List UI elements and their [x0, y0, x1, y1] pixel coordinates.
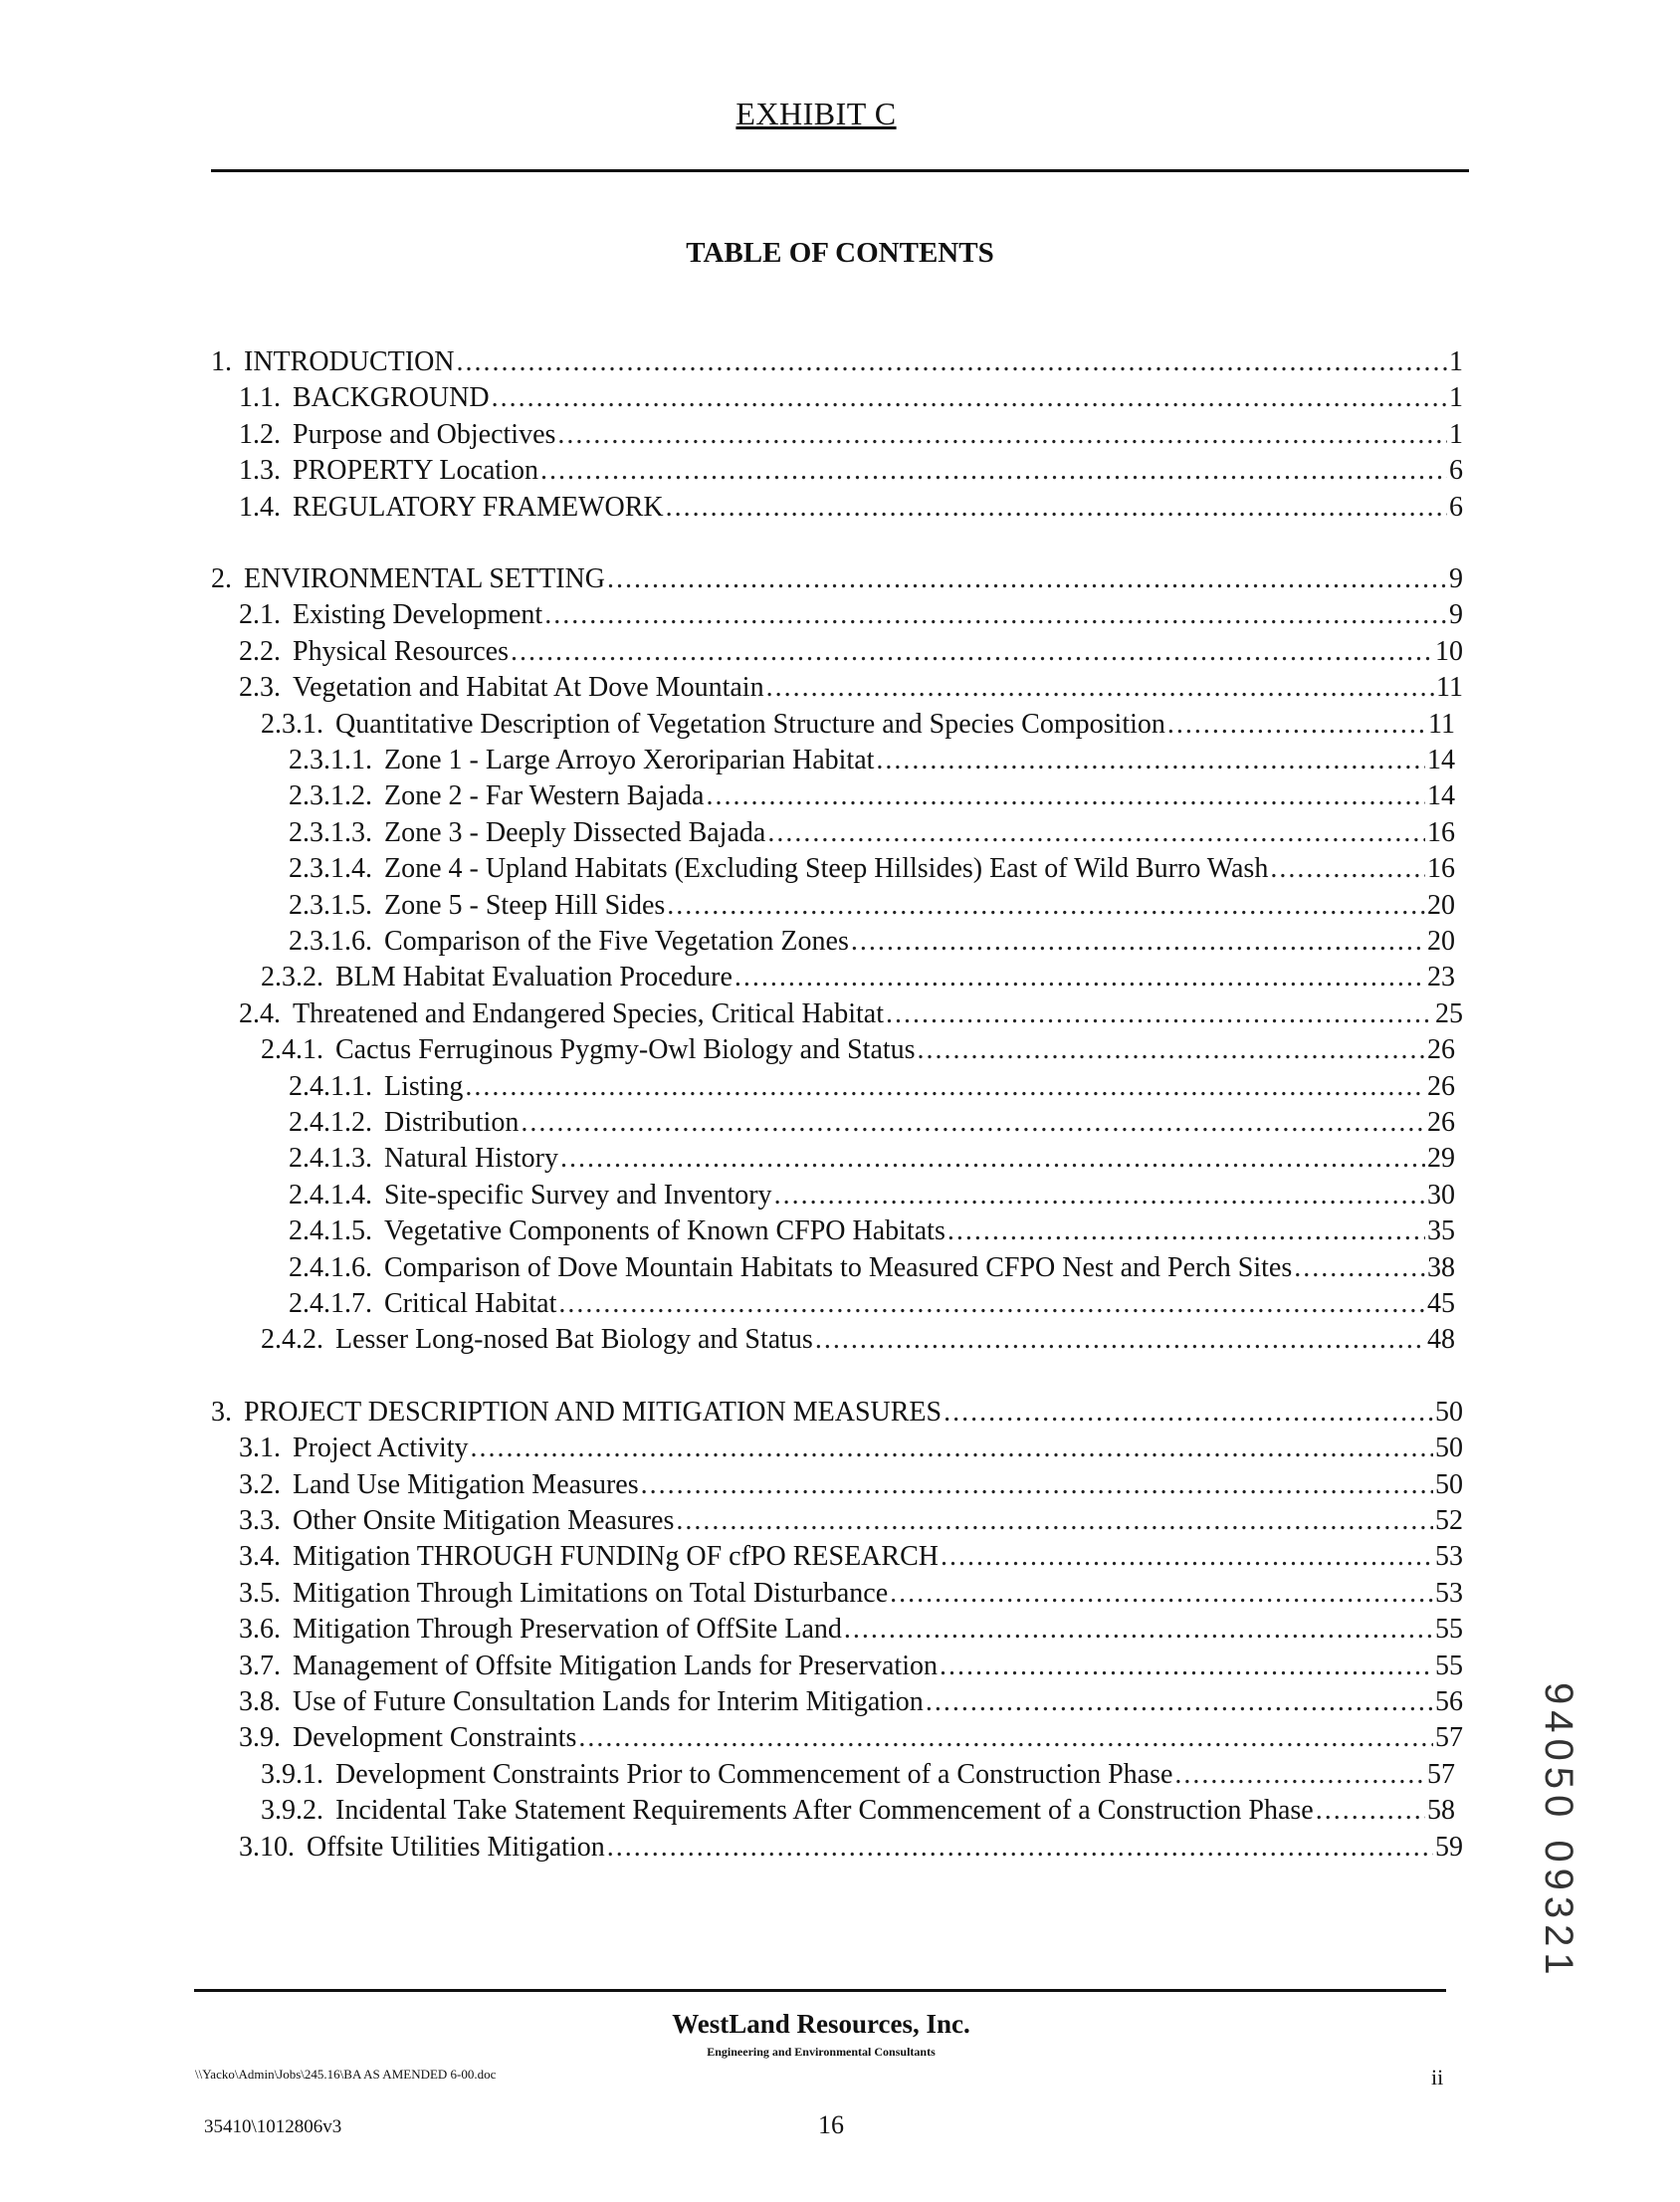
toc-entry-number: 2.4.	[239, 997, 281, 1029]
toc-entry	[239, 996, 1463, 1032]
toc-entry	[261, 1322, 1455, 1358]
toc-entry	[239, 453, 1463, 489]
toc-dot-leader	[641, 1467, 1433, 1503]
toc-entry-number: 3.1.	[239, 1432, 281, 1464]
toc-dot-leader	[886, 996, 1433, 1032]
toc-entry-title: Purpose and Objectives	[293, 418, 556, 450]
toc-entry-page: 26	[1427, 1070, 1455, 1102]
toc-entry-number: 2.4.2.	[261, 1324, 323, 1356]
toc-entry-title: Mitigation Through Preservation of OffSite Land	[293, 1614, 842, 1646]
toc-entry-number: 3.4.	[239, 1541, 281, 1573]
toc-entry	[211, 1395, 1463, 1431]
toc-entry-page: 53	[1435, 1541, 1463, 1573]
toc-dot-leader	[667, 888, 1425, 924]
toc-entry-title: Zone 4 - Upland Habitats (Excluding Steep Hillsides) East of Wild Burro Wash	[384, 853, 1269, 885]
toc-entry-page: 6	[1449, 491, 1463, 523]
toc-entry-number: 2.3.1.5.	[289, 889, 372, 921]
toc-entry-page: 50	[1435, 1468, 1463, 1500]
toc-dot-leader	[918, 1032, 1425, 1068]
toc-entry-number: 1.3.	[239, 455, 281, 487]
toc-entry	[239, 1431, 1463, 1466]
toc-entry-number: 3.2.	[239, 1468, 281, 1500]
toc-dot-leader	[607, 561, 1447, 597]
toc-dot-leader	[465, 1069, 1425, 1105]
toc-entry-title: Vegetation and Habitat At Dove Mountain	[293, 672, 764, 704]
toc-dot-leader	[1270, 851, 1425, 887]
toc-dot-leader	[578, 1720, 1433, 1756]
toc-entry-page: 55	[1435, 1650, 1463, 1681]
toc-entry-title: Vegetative Components of Known CFPO Habitats	[384, 1215, 945, 1247]
toc-entry-page: 11	[1436, 672, 1463, 704]
toc-entry-title: Project Activity	[293, 1432, 469, 1464]
toc-entry	[289, 924, 1455, 960]
toc-entry-page: 25	[1435, 997, 1463, 1029]
toc-entry	[261, 707, 1455, 743]
toc-entry-page: 26	[1427, 1107, 1455, 1138]
toc-entry-number: 3.9.1.	[261, 1758, 323, 1790]
toc-entry-number: 2.4.1.2.	[289, 1107, 372, 1138]
toc-entry-number: 3.	[211, 1396, 232, 1428]
toc-dot-leader	[926, 1684, 1433, 1720]
toc-dot-leader	[607, 1830, 1433, 1866]
toc-entry	[239, 380, 1463, 416]
toc-entry-number: 2.3.1.6.	[289, 926, 372, 957]
toc-entry-title: ENVIRONMENTAL SETTING	[244, 563, 606, 594]
toc-entry-page: 6	[1449, 455, 1463, 487]
toc-entry	[289, 743, 1455, 778]
toc-entry	[239, 1503, 1463, 1539]
toc-entry-title: Existing Development	[293, 599, 543, 631]
toc-entry	[261, 1032, 1455, 1068]
toc-dot-leader	[558, 1286, 1425, 1322]
toc-entry-number: 2.1.	[239, 599, 281, 631]
toc-entry	[289, 1286, 1455, 1322]
toc-entry	[211, 561, 1463, 597]
toc-entry-title: Comparison of Dove Mountain Habitats to Measured CFPO Nest and Perch Sites	[384, 1251, 1293, 1283]
toc-entry-number: 2.	[211, 563, 232, 594]
toc-entry-number: 3.10.	[239, 1831, 295, 1863]
toc-entry-title: PROPERTY Location	[293, 455, 538, 487]
toc-entry-page: 58	[1427, 1795, 1455, 1827]
toc-entry	[239, 1830, 1463, 1866]
toc-entry-number: 2.3.1.2.	[289, 780, 372, 812]
toc-entry-title: Physical Resources	[293, 635, 509, 667]
toc-dot-leader	[876, 743, 1425, 778]
toc-entry-page: 57	[1427, 1758, 1455, 1790]
toc-dot-leader	[1174, 1757, 1425, 1793]
toc-entry-page: 16	[1427, 853, 1455, 885]
toc-entry-number: 1.	[211, 346, 232, 377]
toc-entry-number: 2.3.	[239, 672, 281, 704]
toc-entry-title: Cactus Ferruginous Pygmy-Owl Biology and Status	[335, 1034, 916, 1066]
toc-entry-page: 56	[1435, 1686, 1463, 1717]
toc-entry-title: Development Constraints	[293, 1722, 577, 1754]
toc-entry-number: 2.3.1.	[261, 708, 323, 740]
toc-entry-title: Offsite Utilities Mitigation	[307, 1831, 605, 1863]
toc-entry-page: 20	[1427, 926, 1455, 957]
toc-dot-leader	[544, 597, 1447, 633]
toc-entry-title: Incidental Take Statement Requirements After Commencement of a Construction Phase	[335, 1795, 1314, 1827]
toc-entry	[239, 1612, 1463, 1648]
toc-entry	[239, 597, 1463, 633]
toc-entry-number: 2.4.1.5.	[289, 1215, 372, 1247]
toc-entry-title: Zone 1 - Large Arroyo Xeroriparian Habitat	[384, 745, 875, 775]
toc-entry	[289, 1141, 1455, 1177]
toc-entry	[211, 344, 1463, 380]
toc-entry-number: 3.3.	[239, 1505, 281, 1536]
toc-entry-title: INTRODUCTION	[244, 346, 455, 377]
toc-entry-title: Other Onsite Mitigation Measures	[293, 1505, 675, 1536]
toc-dot-leader	[735, 960, 1425, 995]
toc-dot-leader	[666, 490, 1447, 526]
toc-entry-number: 3.9.2.	[261, 1795, 323, 1827]
toc-entry-number: 3.6.	[239, 1614, 281, 1646]
toc-entry-title: Quantitative Description of Vegetation Structure and Species Composition	[335, 708, 1165, 740]
toc-entry-page: 38	[1427, 1251, 1455, 1283]
toc-entry-title: Lesser Long-nosed Bat Biology and Status	[335, 1324, 813, 1356]
toc-entry-title: Management of Offsite Mitigation Lands for Preservation	[293, 1650, 938, 1681]
toc-entry	[289, 851, 1455, 887]
toc-entry-page: 50	[1435, 1432, 1463, 1464]
toc-entry-title: PROJECT DESCRIPTION AND MITIGATION MEASURES	[244, 1396, 943, 1428]
toc-dot-leader	[492, 380, 1447, 416]
toc-dot-leader	[540, 453, 1447, 489]
toc-entry-page: 52	[1435, 1505, 1463, 1536]
document-id: 35410\1012806v3	[204, 2116, 342, 2137]
toc-entry-number: 2.4.1.4.	[289, 1179, 372, 1211]
toc-entry	[289, 888, 1455, 924]
toc-entry	[261, 1757, 1455, 1793]
toc-entry	[289, 1105, 1455, 1141]
toc-dot-leader	[767, 815, 1425, 851]
toc-entry-number: 3.9.	[239, 1722, 281, 1754]
toc-entry-number: 2.4.1.6.	[289, 1251, 372, 1283]
toc-entry-title: BACKGROUND	[293, 382, 490, 414]
toc-entry	[239, 1720, 1463, 1756]
toc-entry-number: 1.2.	[239, 418, 281, 450]
toc-entry	[289, 1069, 1455, 1105]
toc-heading: TABLE OF CONTENTS	[686, 237, 994, 269]
toc-entry-page: 1	[1449, 418, 1463, 450]
toc-dot-leader	[766, 670, 1434, 706]
toc-entry-number: 2.4.1.3.	[289, 1143, 372, 1175]
page-number: 16	[818, 2110, 844, 2139]
toc-entry-page: 9	[1449, 563, 1463, 594]
toc-entry	[261, 1793, 1455, 1829]
toc-dot-leader	[844, 1612, 1433, 1648]
toc-entry	[239, 1684, 1463, 1720]
company-name: WestLand Resources, Inc.	[672, 2009, 970, 2039]
toc-entry	[289, 1250, 1455, 1286]
toc-entry-page: 1	[1449, 346, 1463, 377]
toc-entry-title: Threatened and Endangered Species, Critical Habitat	[293, 997, 884, 1029]
toc-entry-title: Natural History	[384, 1143, 558, 1175]
toc-dot-leader	[457, 344, 1447, 380]
toc-entry-page: 26	[1427, 1034, 1455, 1066]
roman-page-number: ii	[1431, 2065, 1444, 2090]
toc-dot-leader	[890, 1576, 1433, 1612]
toc-entry-page: 35	[1427, 1215, 1455, 1247]
toc-entry-page: 29	[1427, 1143, 1455, 1175]
toc-entry	[239, 1467, 1463, 1503]
toc-dot-leader	[560, 1141, 1425, 1177]
toc-dot-leader	[511, 634, 1433, 670]
toc-entry-page: 14	[1427, 745, 1455, 775]
toc-entry-number: 1.1.	[239, 382, 281, 414]
toc-dot-leader	[947, 1213, 1425, 1249]
toc-dot-leader	[1294, 1250, 1425, 1286]
toc-entry-title: BLM Habitat Evaluation Procedure	[335, 962, 733, 993]
toc-entry-title: Zone 3 - Deeply Dissected Bajada	[384, 816, 766, 848]
toc-entry	[289, 1178, 1455, 1213]
toc-entry-title: Comparison of the Five Vegetation Zones	[384, 926, 849, 957]
toc-entry	[289, 778, 1455, 814]
toc-entry-number: 2.3.1.4.	[289, 853, 372, 885]
toc-entry-number: 1.4.	[239, 491, 281, 523]
toc-dot-leader	[815, 1322, 1425, 1358]
toc-entry-title: Listing	[384, 1070, 464, 1102]
side-stamp-number: 94050 09321	[1537, 1682, 1580, 1981]
toc-entry-page: 59	[1435, 1831, 1463, 1863]
toc-entry-title: Site-specific Survey and Inventory	[384, 1179, 772, 1211]
toc-dot-leader	[774, 1178, 1425, 1213]
toc-entry	[261, 960, 1455, 995]
toc-dot-leader	[471, 1431, 1433, 1466]
toc-dot-leader	[676, 1503, 1433, 1539]
toc-entry-number: 2.4.1.	[261, 1034, 323, 1066]
toc-entry-page: 14	[1427, 780, 1455, 812]
toc-entry-number: 2.3.2.	[261, 962, 323, 993]
toc-dot-leader	[940, 1649, 1433, 1684]
toc-entry-number: 2.3.1.1.	[289, 745, 372, 775]
toc-entry	[239, 417, 1463, 453]
toc-entry-title: Zone 5 - Steep Hill Sides	[384, 889, 666, 921]
toc-entry	[239, 634, 1463, 670]
toc-entry-page: 9	[1449, 599, 1463, 631]
toc-entry	[239, 1649, 1463, 1684]
toc-entry-page: 50	[1435, 1396, 1463, 1428]
company-tagline: Engineering and Environmental Consultants	[707, 2045, 936, 2059]
toc-dot-leader	[1167, 707, 1426, 743]
toc-entry-page: 16	[1427, 816, 1455, 848]
toc-entry-page: 45	[1427, 1288, 1455, 1319]
toc-entry-page: 23	[1427, 962, 1455, 993]
exhibit-title: EXHIBIT C	[735, 96, 897, 131]
toc-entry-title: Land Use Mitigation Measures	[293, 1468, 639, 1500]
toc-entry-number: 2.4.1.7.	[289, 1288, 372, 1319]
toc-entry-title: REGULATORY FRAMEWORK	[293, 491, 664, 523]
toc-entry-number: 2.4.1.1.	[289, 1070, 372, 1102]
toc-entry-page: 57	[1435, 1722, 1463, 1754]
toc-entry-title: Mitigation THROUGH FUNDINg OF cfPO RESEARCH	[293, 1541, 939, 1573]
toc-dot-leader	[521, 1105, 1425, 1141]
toc-entry	[239, 490, 1463, 526]
toc-dot-leader	[941, 1539, 1433, 1575]
toc-entry	[289, 815, 1455, 851]
file-path: \\Yacko\Admin\Jobs\245.16\BA AS AMENDED 6-00.doc	[195, 2067, 497, 2082]
toc-entry-page: 10	[1435, 635, 1463, 667]
toc-entry-number: 2.2.	[239, 635, 281, 667]
toc-entry-title: Development Constraints Prior to Commencement of a Construction Phase	[335, 1758, 1173, 1790]
toc-entry-title: Use of Future Consultation Lands for Interim Mitigation	[293, 1686, 924, 1717]
toc-entry-title: Mitigation Through Limitations on Total Disturbance	[293, 1577, 889, 1609]
toc-dot-leader	[1316, 1793, 1425, 1829]
toc-entry-page: 11	[1428, 708, 1455, 740]
toc-entry-page: 30	[1427, 1179, 1455, 1211]
toc-entry-title: Distribution	[384, 1107, 520, 1138]
toc-entry-page: 55	[1435, 1614, 1463, 1646]
toc-entry-number: 2.3.1.3.	[289, 816, 372, 848]
toc-entry-number: 3.8.	[239, 1686, 281, 1717]
toc-entry-page: 20	[1427, 889, 1455, 921]
top-rule	[211, 169, 1469, 172]
toc-entry-page: 1	[1449, 382, 1463, 414]
bottom-rule	[194, 1989, 1446, 1992]
toc-entry-page: 48	[1427, 1324, 1455, 1356]
toc-entry	[239, 1576, 1463, 1612]
toc-dot-leader	[851, 924, 1425, 960]
toc-entry	[289, 1213, 1455, 1249]
toc-dot-leader	[706, 778, 1425, 814]
toc-dot-leader	[557, 417, 1447, 453]
toc-entry	[239, 1539, 1463, 1575]
toc-entry-number: 3.5.	[239, 1577, 281, 1609]
toc-entry	[239, 670, 1463, 706]
toc-dot-leader	[944, 1395, 1433, 1431]
toc-entry-number: 3.7.	[239, 1650, 281, 1681]
toc-entry-title: Zone 2 - Far Western Bajada	[384, 780, 705, 812]
toc-entry-page: 53	[1435, 1577, 1463, 1609]
toc-entry-title: Critical Habitat	[384, 1288, 557, 1319]
